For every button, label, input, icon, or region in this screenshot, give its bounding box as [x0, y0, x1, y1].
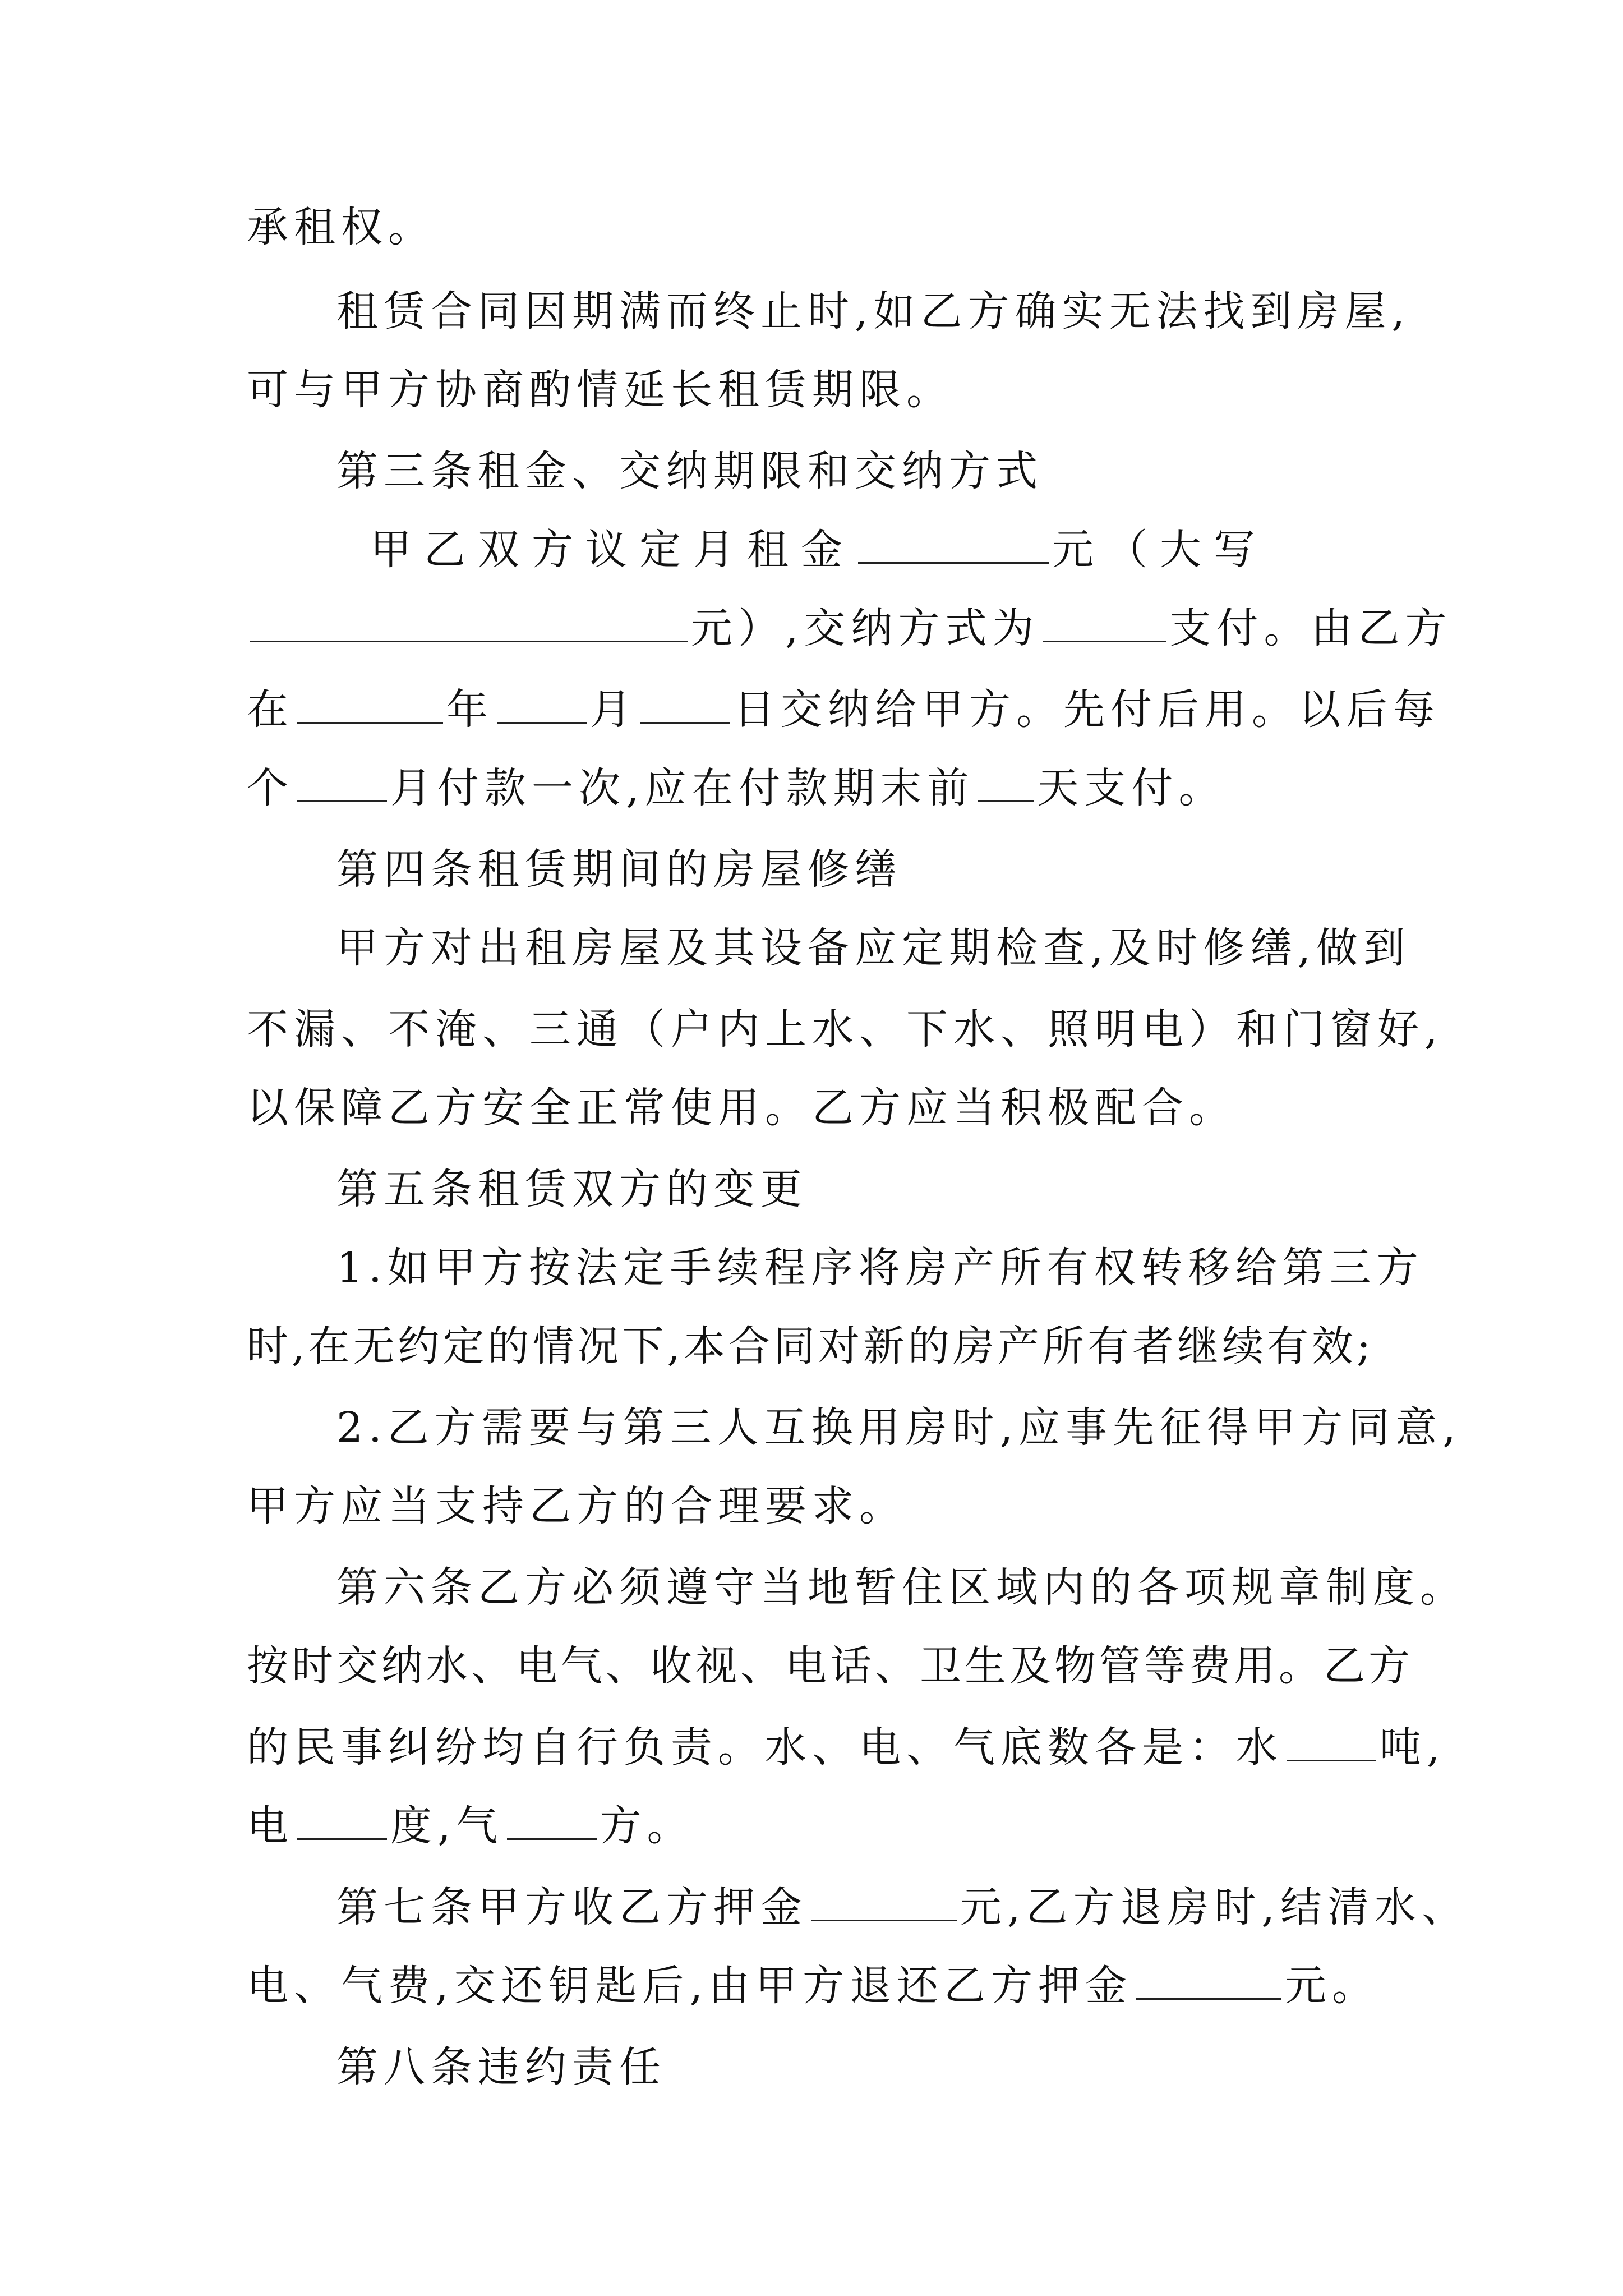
text-segment: 支付。由乙方	[1169, 604, 1453, 652]
text-line	[247, 359, 1391, 421]
text-line	[247, 1795, 1391, 1857]
section-heading	[336, 839, 1391, 900]
text-segment: 时,在无约定的情况下,本合同对新的房产所有者继续有效;	[247, 1322, 1374, 1370]
text-segment: 甲乙双方议定月租金	[370, 526, 855, 574]
blank-field[interactable]	[640, 688, 730, 724]
blank-field[interactable]	[297, 767, 387, 802]
text-line	[247, 757, 1391, 819]
text-segment: 第四条租赁期间的房屋修缮	[336, 845, 902, 894]
text-line	[247, 1717, 1446, 1778]
text-segment: 第五条租赁双方的变更	[336, 1165, 808, 1213]
blank-field[interactable]	[297, 688, 443, 724]
text-segment: 年	[446, 685, 494, 734]
text-segment: 个	[247, 764, 294, 812]
text-segment: 第八条违约责任	[336, 2043, 666, 2091]
text-line	[247, 1475, 1391, 1537]
text-line	[336, 1237, 1424, 1299]
text-line	[336, 917, 1411, 979]
text-segment: 甲方应当支持乙方的合理要求。	[247, 1482, 906, 1530]
text-segment: 在	[247, 685, 294, 734]
text-segment: 月付款一次,应在付款期末前	[390, 764, 975, 812]
text-line	[336, 280, 1411, 342]
text-line	[247, 1635, 1413, 1697]
section-heading	[336, 2036, 1391, 2098]
blank-field[interactable]	[250, 607, 688, 642]
text-line	[336, 1557, 1467, 1618]
text-segment: 第六条乙方必须遵守当地暂住区域内的各项规章制度。	[336, 1563, 1467, 1612]
section-heading	[336, 440, 1391, 502]
section-heading	[336, 1158, 1391, 1220]
blank-field[interactable]	[1287, 1726, 1376, 1761]
text-segment: 元,乙方退房时,结清水、	[960, 1883, 1469, 1931]
blank-field[interactable]	[1043, 607, 1166, 642]
text-segment: 电、气费,交还钥匙后,由甲方退还乙方押金	[247, 1962, 1133, 2010]
text-line	[247, 597, 1453, 659]
text-segment: 月	[590, 685, 637, 734]
text-line	[247, 679, 1440, 740]
text-segment: 第三条租金、交纳期限和交纳方式	[336, 447, 1043, 495]
text-line	[247, 999, 1444, 1060]
blank-field[interactable]	[978, 767, 1034, 802]
text-line	[336, 1876, 1469, 1938]
text-segment: 吨,	[1380, 1723, 1446, 1772]
text-segment: 元）,交纳方式为	[691, 604, 1040, 652]
text-segment: 元。	[1285, 1962, 1380, 2010]
text-segment: 第七条甲方收乙方押金	[336, 1883, 808, 1931]
blank-field[interactable]	[297, 1805, 387, 1840]
text-line	[247, 1955, 1391, 2017]
text-segment: 元（大写	[1052, 526, 1267, 574]
text-segment: 1.如甲方按法定手续程序将房产所有权转移给第三方	[336, 1244, 1424, 1292]
text-line	[247, 1077, 1391, 1139]
text-line	[370, 519, 1424, 581]
text-segment: 租赁合同因期满而终止时,如乙方确实无法找到房屋,	[336, 287, 1411, 335]
blank-field[interactable]	[497, 688, 587, 724]
text-line	[247, 1315, 1391, 1377]
text-segment: 的民事纠纷均自行负责。水、电、气底数各是：水	[247, 1723, 1283, 1772]
text-segment: 可与甲方协商酌情延长租赁期限。	[247, 366, 953, 414]
blank-field[interactable]	[507, 1805, 597, 1840]
text-segment: 电	[247, 1802, 294, 1850]
text-segment: 2.乙方需要与第三人互换用房时,应事先征得甲方同意,	[336, 1404, 1461, 1452]
blank-field[interactable]	[811, 1886, 957, 1921]
text-segment: 承租权。	[247, 203, 435, 251]
text-segment: 以保障乙方安全正常使用。乙方应当积极配合。	[247, 1084, 1236, 1132]
text-segment: 甲方对出租房屋及其设备应定期检查,及时修缮,做到	[336, 924, 1411, 972]
text-segment: 日交纳给甲方。先付后用。以后每	[734, 685, 1440, 734]
text-segment: 度,气	[390, 1802, 504, 1850]
text-segment: 方。	[600, 1802, 694, 1850]
blank-field[interactable]	[1136, 1964, 1281, 2000]
text-segment: 不漏、不淹、三通（户内上水、下水、照明电）和门窗好,	[247, 1005, 1444, 1053]
text-line	[247, 196, 1391, 258]
text-segment: 按时交纳水、电气、收视、电话、卫生及物管等费用。乙方	[247, 1642, 1413, 1690]
blank-field[interactable]	[858, 528, 1049, 564]
text-line	[336, 1397, 1461, 1458]
text-segment: 天支付。	[1037, 764, 1226, 812]
